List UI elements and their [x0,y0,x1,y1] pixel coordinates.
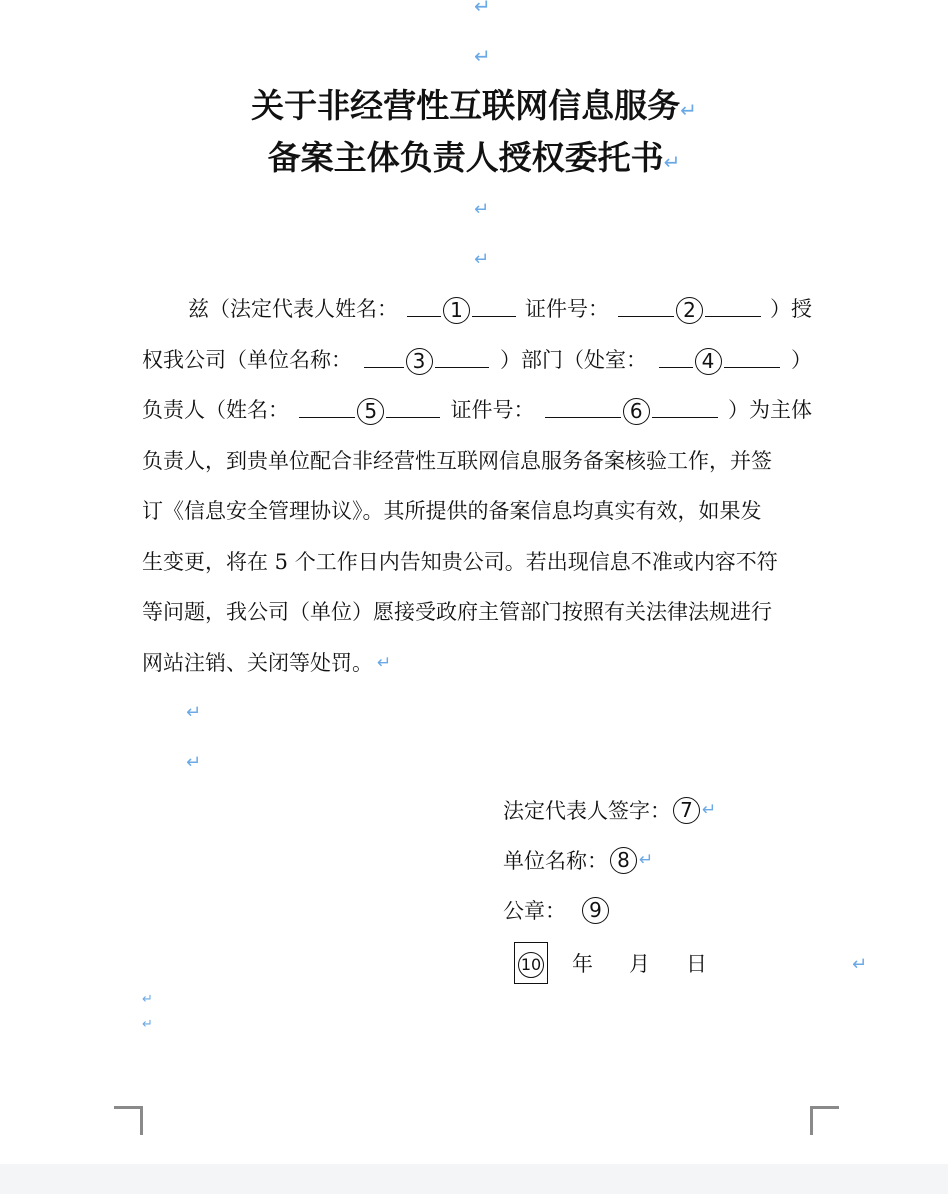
text: 生变更，将在 5 个工作日内告知贵公司。若出现信息不准或内容不符 [142,549,778,574]
paragraph-mark: ↵ [186,752,202,773]
paragraph-mark: ↵ [702,800,717,820]
marker-2: 2 [676,297,703,324]
text: 权我公司（单位名称： [142,347,352,372]
text: 证件号： [450,398,535,422]
seal-line [503,895,611,925]
text: 订《信息安全管理协议》。其所提供的备案信息均真实有效，如果发 [142,499,762,523]
date-line [514,942,707,984]
blank-underline [545,405,621,418]
body-line-2 [142,335,812,386]
document-title-2 [0,138,948,182]
text: ）为主体 [728,398,812,422]
org-name-line [503,845,653,875]
marker-1: 1 [443,297,470,324]
legal-rep-signature-line [503,795,716,825]
blank-underline [618,304,674,317]
marker-9: 9 [582,897,609,924]
paragraph-mark: ↵ [142,1017,153,1032]
blank-underline [407,304,441,317]
document-title [0,86,948,130]
paragraph-mark: ↵ [663,150,681,174]
paragraph-mark: ↵ [474,249,490,270]
paragraph-mark: ↵ [680,98,697,122]
blank-underline [724,355,780,368]
blank-underline [472,304,516,317]
paragraph-mark: ↵ [186,702,202,723]
marker-5: 5 [357,398,384,425]
text: 负责人（姓名： [142,398,289,422]
blank-underline [299,405,355,418]
paragraph-mark: ↵ [852,954,868,975]
marker-8: 8 [610,847,637,874]
body-line-5 [142,486,812,537]
page-corner-mark-right [810,1106,839,1135]
text: 兹（法定代表人姓名： [188,297,398,321]
text: 等问题，我公司（单位）愿接受政府主管部门按照有关法律法规进行 [142,600,772,624]
paragraph-mark: ↵ [474,199,490,220]
body-line-8 [142,638,812,689]
body-line-1 [142,284,812,335]
text: ）部门（处室： [500,347,647,372]
blank-underline [659,355,693,368]
blank-underline [386,405,440,418]
page-corner-mark-left [114,1106,143,1135]
marker-7: 7 [673,797,700,824]
text: ）授 [770,297,812,321]
legal-rep-label: 法定代表人签字： [503,799,671,823]
org-name-label: 单位名称： [503,849,608,873]
date-box-10 [514,942,548,984]
marker-3: 3 [406,348,433,375]
text: ） [791,347,812,372]
blank-underline [652,405,718,418]
year-label: 年 [572,952,593,976]
marker-4: 4 [695,348,722,375]
seal-label: 公章： [503,899,566,923]
blank-underline [364,355,404,368]
blank-underline [435,355,489,368]
title-line-1: 关于非经营性互联网信息服务 [251,86,681,125]
marker-6: 6 [623,398,650,425]
text: 负责人，到贵单位配合非经营性互联网信息服务备案核验工作，并签 [142,448,772,473]
paragraph-mark: ↵ [474,44,491,68]
text: 证件号： [525,297,609,321]
blank-underline [705,304,761,317]
body-paragraph [142,284,812,688]
paragraph-mark: ↵ [142,992,153,1007]
body-line-4 [142,436,812,487]
body-line-3 [142,385,812,436]
text: 网站注销、关闭等处罚。 [142,650,373,675]
body-line-7 [142,587,812,638]
month-label: 月 [629,952,650,976]
paragraph-mark: ↵ [639,850,654,870]
day-label: 日 [686,952,707,976]
marker-10: 10 [518,952,544,978]
paragraph-mark: ↵ [377,652,392,673]
page-gap [0,1164,948,1194]
paragraph-mark: ↵ [474,0,491,18]
title-line-2: 备案主体负责人授权委托书 [267,138,664,177]
body-line-6 [142,537,812,588]
